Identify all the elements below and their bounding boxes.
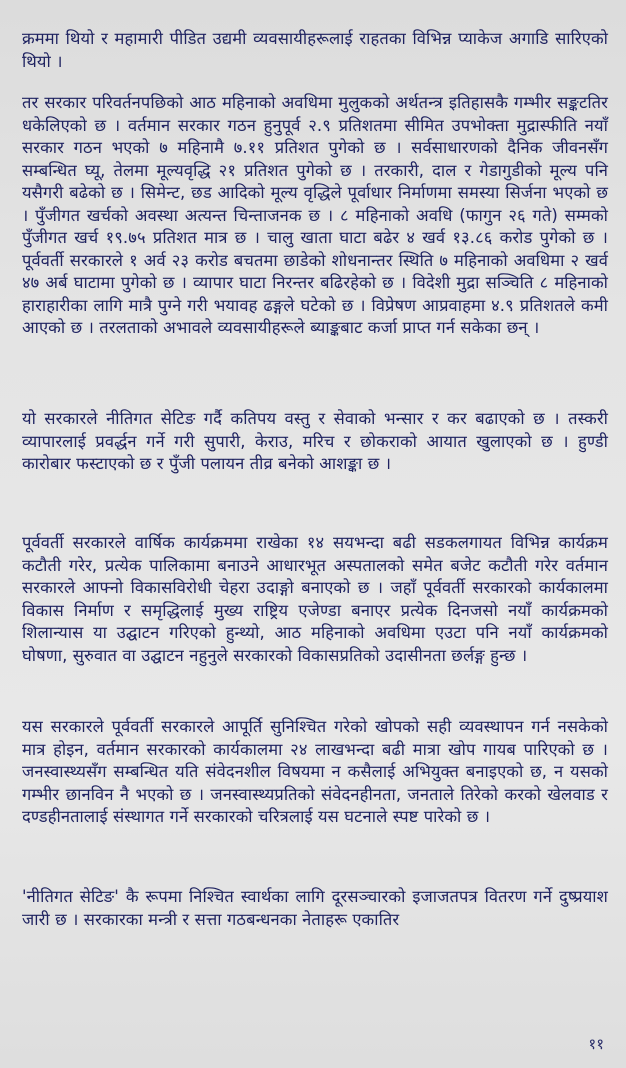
paragraph-economy: तर सरकार परिवर्तनपछिको आठ महिनाको अवधिमा मुलुकको अर्थतन्त्र इतिहासकै गम्भीर सङ्कटतिर धकेलिएको छ । वर्तमान सरकार गठन हुनुपूर्व २.९ प्रतिशतमा सीमित उपभोक्ता मुद्रास्फीति नयाँ सरकार गठन भएको ७ महिनामै ७.११ प्रतिशत पुगेको छ । सर्वसाधारणको दैनिक जीवनसँग सम्बन्धित घ्यू, तेलमा मूल्यवृद्धि २१ प्रतिशत पुगेको छ । तरकारी, दाल र गेडागुडीको मूल्य पनि यसैगरी बढेको छ । सिमेन्ट, छड आदिको मूल्य वृद्धिले पूर्वाधार निर्माणमा समस्या सिर्जना भएको छ । पुँजीगत खर्चको अवस्था अत्यन्त चिन्ताजनक छ । ८ महिनाको अवधि (फागुन २६ गते) सम्मको पुँजीगत खर्च १९.७५ प्रतिशत मात्र छ । चालु खाता घाटा बढेर ४ खर्व १३.८६ करोड पुगेको छ । पूर्ववर्ती सरकारले १ अर्व २३ करोड बचतमा छाडेको शोधनान्तर स्थिति ७ महिनाको अवधिमा २ खर्व ४७ अर्ब घाटामा पुगेको छ । व्यापार घाटा निरन्तर बढिरहेको छ । विदेशी मुद्रा सञ्चिति ८ महिनाको हाराहारीका लागि मात्रै पुग्ने गरी भयावह ढङ्गले घटेको छ । विप्रेषण आप्रवाहमा ४.९ प्रतिशतले कमी आएको छ । तरलताको अभावले व्यवसायीहरूले ब्याङ्कबाट कर्जा प्राप्त गर्न सकेका छन् । (22, 93, 608, 337)
paragraph-policy-setting: यो सरकारले नीतिगत सेटिङ गर्दै कतिपय वस्तु र सेवाको भन्सार र कर बढाएको छ । तस्करी व्यापारलाई प्रवर्द्धन गर्ने गरी सुपारी, केराउ, मरिच र छोकराको आयात खुलाएको छ । हुण्डी कारोबार फस्टाएको छ र पुँजी पलायन तीव्र बनेको आशङ्का छ । (22, 409, 608, 473)
paragraph-vaccine: यस सरकारले पूर्ववर्ती सरकारले आपूर्ति सुनिश्चित गरेको खोपको सही व्यवस्थापन गर्न नसकेको मात्र होइन, वर्तमान सरकारको कार्यकालमा २४ लाखभन्दा बढी मात्रा खोप गायब पारिएको छ । जनस्वास्थ्यसँग सम्बन्धित यति संवेदनशील विषयमा न कसैलाई अभियुक्त बनाइएको छ, न यसको गम्भीर छानविन नै भएको छ । जनस्वास्थ्यप्रतिको संवेदनहीनता, जनताले तिरेको करको खेलवाड र दण्डहीनतालाई संस्थागत गर्ने सरकारको चरित्रलाई यस घटनाले स्पष्ट पारेको छ । (22, 717, 608, 826)
paragraph-continuation: क्रममा थियो र महामारी पीडित उद्यमी व्यवसायीहरूलाई राहतका विभिन्न प्याकेज अगाडि सारिएको थियो । (22, 29, 608, 71)
page-number: ११ (588, 1035, 604, 1053)
paragraph-telecom: 'नीतिगत सेटिङ' कै रूपमा निश्चित स्वार्थका लागि दूरसञ्चारको इजाजतपत्र वितरण गर्ने दुष्प्रयाश जारी छ । सरकारका मन्त्री र सत्ता गठबन्धनका नेताहरू एकातिर (22, 887, 608, 929)
paragraph-development: पूर्ववर्ती सरकारले वार्षिक कार्यक्रममा राखेका १४ सयभन्दा बढी सडकलगायत विभिन्न कार्यक्रम कटौती गरेर, प्रत्येक पालिकामा बनाउने आधारभूत अस्पतालको समेत बजेट कटौती गरेर वर्तमान सरकारले आफ्नो विकासविरोधी चेहरा उदाङ्गो बनाएको छ । जहाँ पूर्ववर्ती सरकारको कार्यकालमा विकास निर्माण र समृद्धिलाई मुख्य राष्ट्रिय एजेण्डा बनाएर प्रत्येक दिनजसो नयाँ कार्यक्रमको शिलान्यास या उद्घाटन गरिएको हुन्थ्यो, आठ महिनाको अवधिमा एउटा पनि नयाँ कार्यक्रमको घोषणा, सुरुवात वा उद्घाटन नहुनुले सरकारको विकासप्रतिको उदासीनता छर्लङ्ग हुन्छ । (22, 533, 608, 665)
